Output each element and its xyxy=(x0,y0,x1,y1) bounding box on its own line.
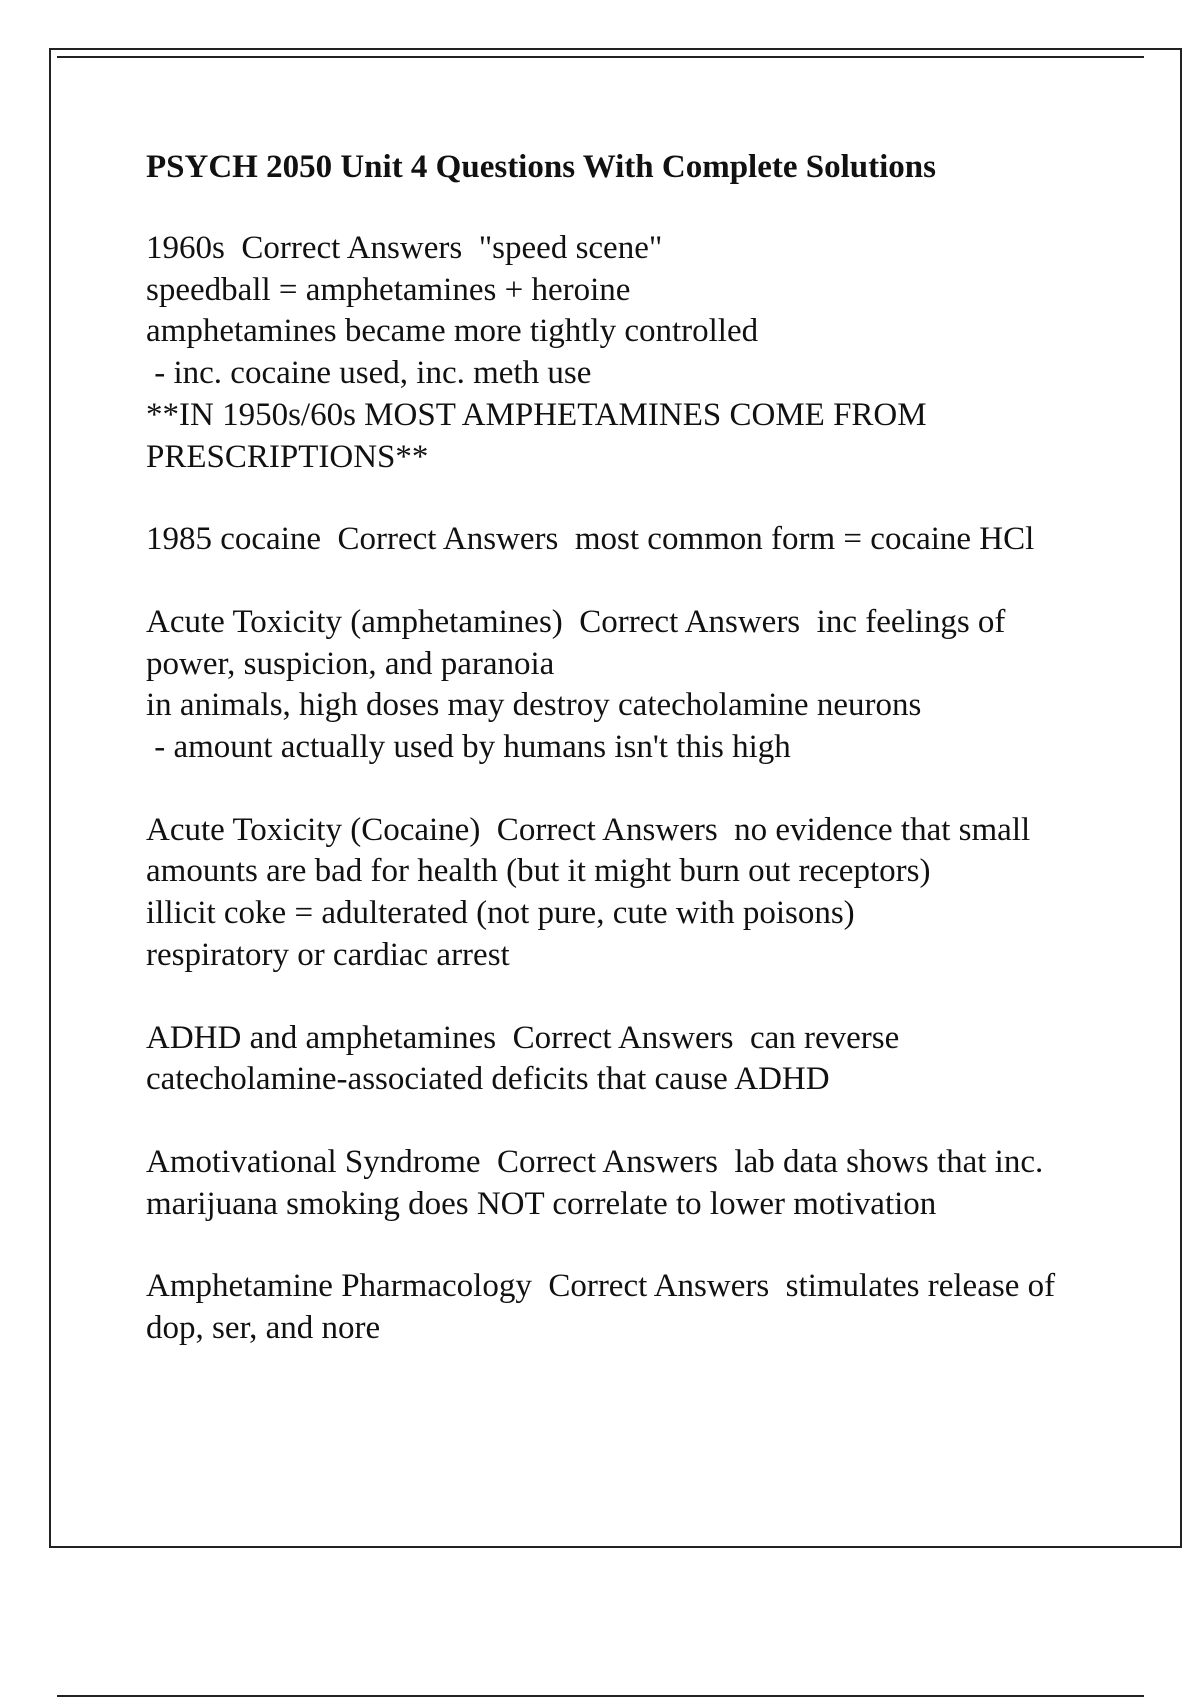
entry-line: ADHD and amphetamines Correct Answers can reverse catecholamine-associated deficits that cause ADHD xyxy=(146,1019,908,1098)
entry-line: Acute Toxicity (amphetamines) Correct Answers inc feelings of power, suspicion, and paranoia xyxy=(146,603,1014,682)
qa-entry xyxy=(146,602,1096,769)
entry-line: Acute Toxicity (Cocaine) Correct Answers no evidence that small amounts are bad for health (but it might burn out receptors) xyxy=(146,811,1039,890)
entry-line: amphetamines became more tightly controlled xyxy=(146,313,759,350)
entry-line: - inc. cocaine used, inc. meth use xyxy=(146,355,592,392)
qa-entry xyxy=(146,519,1096,561)
qa-entry xyxy=(146,810,1096,977)
entry-line: - amount actually used by humans isn't this high xyxy=(146,729,791,766)
entry-line: Amphetamine Pharmacology Correct Answers stimulates release of dop, ser, and nore xyxy=(146,1268,1064,1347)
entry-line: **IN 1950s/60s MOST AMPHETAMINES COME FROM PRESCRIPTIONS** xyxy=(146,396,935,475)
entry-line: illicit coke = adulterated (not pure, cute with poisons) xyxy=(146,895,855,932)
entry-line: respiratory or cardiac arrest xyxy=(146,936,510,973)
qa-entry xyxy=(146,1018,1096,1101)
document-body xyxy=(146,146,1096,1391)
footer-rule xyxy=(57,1695,1144,1697)
qa-entry xyxy=(146,228,1096,478)
entry-line: 1985 cocaine Correct Answers most common form = cocaine HCl xyxy=(146,521,1035,558)
entry-line: speedball = amphetamines + heroine xyxy=(146,271,631,308)
header-rule xyxy=(57,56,1144,58)
document-title: PSYCH 2050 Unit 4 Questions With Complete Solutions xyxy=(146,149,936,185)
qa-entry xyxy=(146,1266,1096,1349)
entry-line: in animals, high doses may destroy catecholamine neurons xyxy=(146,687,922,724)
entry-line: Amotivational Syndrome Correct Answers lab data shows that inc. marijuana smoking does NOT correlate to lower motivation xyxy=(146,1143,1052,1222)
qa-entry xyxy=(146,1142,1096,1225)
entry-line: 1960s Correct Answers "speed scene" xyxy=(146,230,663,266)
